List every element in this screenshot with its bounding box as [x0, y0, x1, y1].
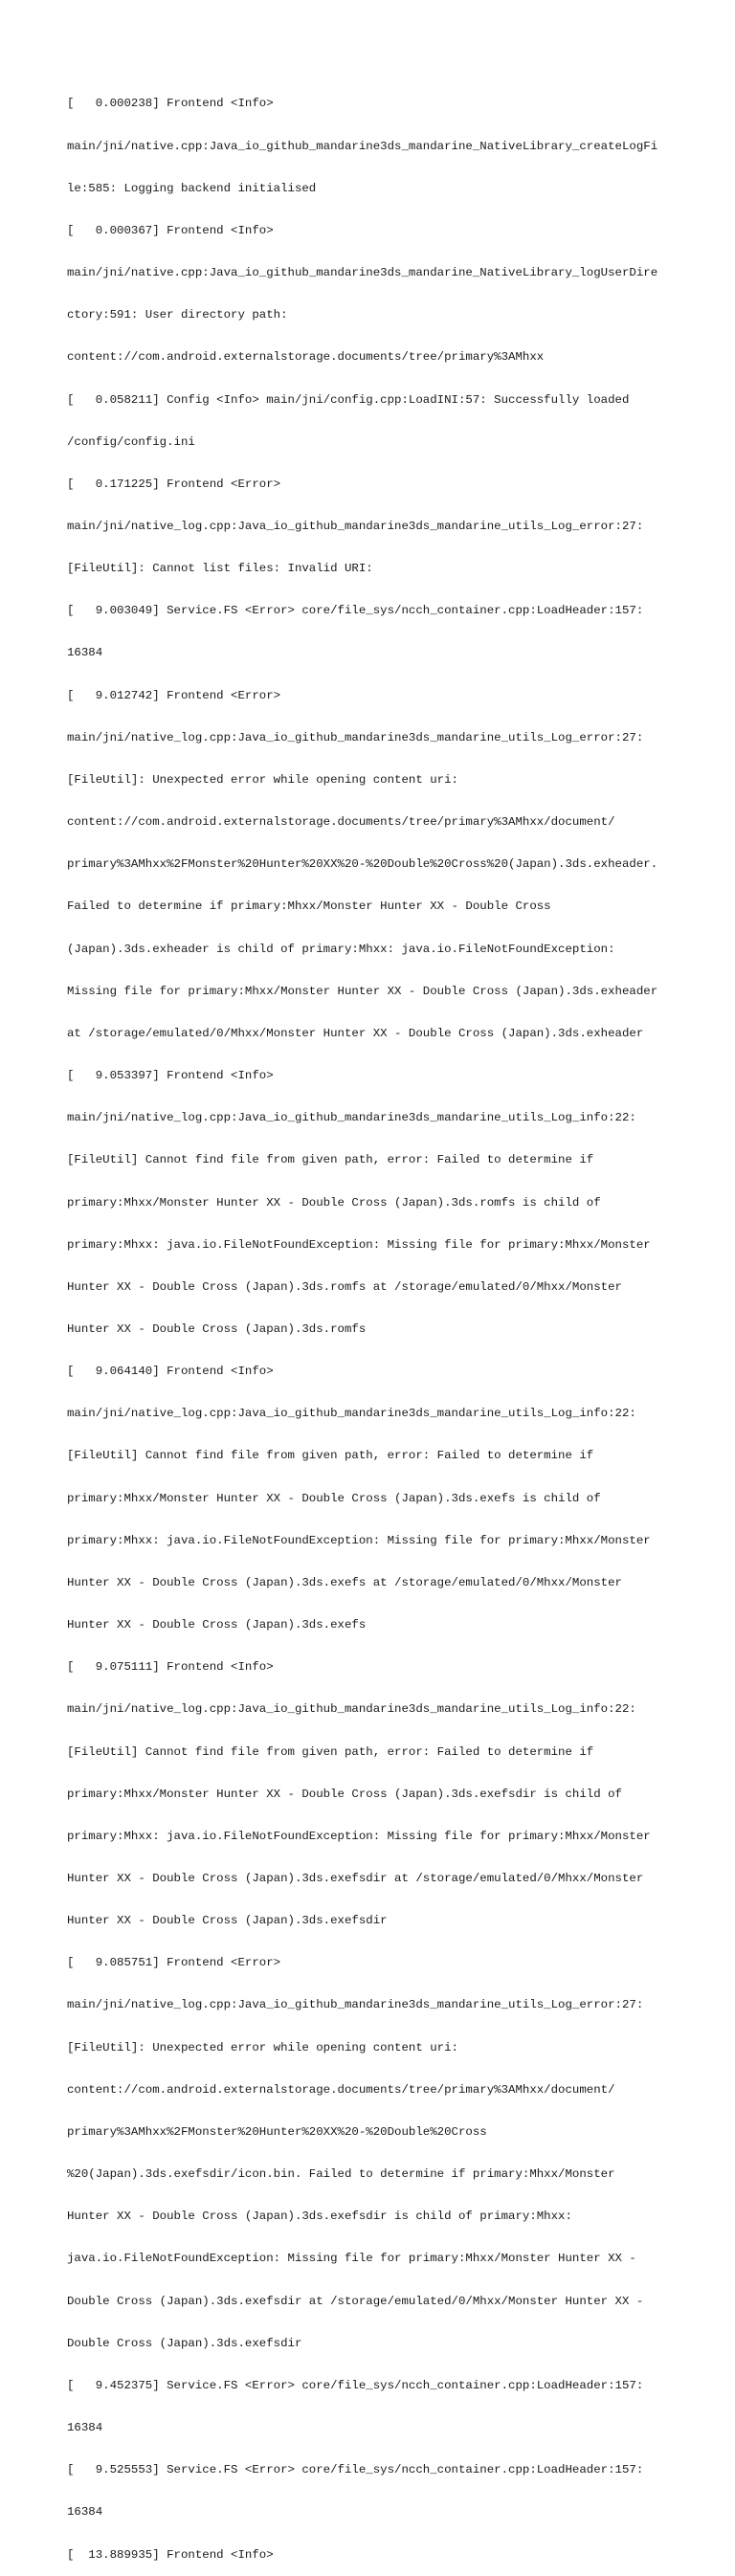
- log-line: primary:Mhxx: java.io.FileNotFoundException: Missing file for primary:Mhxx/Monster: [67, 1237, 651, 1252]
- log-line: java.io.FileNotFoundException: Missing file for primary:Mhxx/Monster Hunter XX -: [67, 2252, 636, 2266]
- log-line: primary%3AMhxx%2FMonster%20Hunter%20XX%20-%20Double%20Cross: [67, 2124, 487, 2139]
- log-line: [ 9.064140] Frontend <Info>: [67, 1365, 274, 1379]
- log-line: [FileUtil] Cannot find file from given path, error: Failed to determine if: [67, 1449, 594, 1463]
- log-output: [67, 69, 679, 2576]
- log-line: primary:Mhxx: java.io.FileNotFoundException: Missing file for primary:Mhxx/Monster: [67, 1533, 651, 1547]
- log-line: main/jni/native_log.cpp:Java_io_github_mandarine3ds_mandarine_utils_Log_info:22:: [67, 1111, 636, 1125]
- log-line: [FileUtil] Cannot find file from given path, error: Failed to determine if: [67, 1153, 594, 1167]
- log-line: [ 9.452375] Service.FS <Error> core/file_sys/ncch_container.cpp:LoadHeader:157:: [67, 2378, 644, 2392]
- log-line: %20(Japan).3ds.exefsdir/icon.bin. Failed to determine if primary:Mhxx/Monster: [67, 2167, 615, 2182]
- log-line: [ 9.525553] Service.FS <Error> core/file_sys/ncch_container.cpp:LoadHeader:157:: [67, 2463, 644, 2477]
- log-line: 16384: [67, 2421, 103, 2435]
- log-line: content://com.android.externalstorage.documents/tree/primary%3AMhxx/document/: [67, 815, 615, 830]
- log-line: [ 9.003049] Service.FS <Error> core/file_sys/ncch_container.cpp:LoadHeader:157:: [67, 604, 644, 618]
- log-line: [ 9.085751] Frontend <Error>: [67, 1956, 281, 1970]
- log-line: Hunter XX - Double Cross (Japan).3ds.exefsdir at /storage/emulated/0/Mhxx/Monster: [67, 1872, 644, 1885]
- log-line: main/jni/native_log.cpp:Java_io_github_mandarine3ds_mandarine_utils_Log_error:27:: [67, 730, 644, 744]
- log-line: 16384: [67, 2505, 103, 2520]
- log-line: main/jni/native_log.cpp:Java_io_github_mandarine3ds_mandarine_utils_Log_info:22:: [67, 1702, 636, 1717]
- log-line: ctory:591: User directory path:: [67, 308, 288, 322]
- log-line: [FileUtil]: Unexpected error while opening content uri:: [67, 772, 458, 787]
- log-line: [ 9.075111] Frontend <Info>: [67, 1660, 274, 1675]
- log-line: [FileUtil]: Unexpected error while opening content uri:: [67, 2040, 458, 2054]
- log-line: [ 0.000367] Frontend <Info>: [67, 223, 274, 237]
- log-line: primary:Mhxx/Monster Hunter XX - Double Cross (Japan).3ds.exefs is child of: [67, 1491, 601, 1505]
- log-line: /config/config.ini: [67, 434, 195, 449]
- log-line: at /storage/emulated/0/Mhxx/Monster Hunter XX - Double Cross (Japan).3ds.exheader: [67, 1026, 644, 1040]
- log-line: main/jni/native.cpp:Java_io_github_mandarine3ds_mandarine_NativeLibrary_createLogFi: [67, 139, 658, 153]
- log-line: [ 9.053397] Frontend <Info>: [67, 1069, 274, 1083]
- log-line: primary%3AMhxx%2FMonster%20Hunter%20XX%20-%20Double%20Cross%20(Japan).3ds.exheader.: [67, 857, 658, 872]
- log-line: [ 13.889935] Frontend <Info>: [67, 2547, 274, 2562]
- log-line: Hunter XX - Double Cross (Japan).3ds.exefsdir is child of primary:Mhxx:: [67, 2210, 572, 2224]
- log-line: [FileUtil] Cannot find file from given path, error: Failed to determine if: [67, 1744, 594, 1759]
- log-line: primary:Mhxx/Monster Hunter XX - Double Cross (Japan).3ds.romfs is child of: [67, 1195, 601, 1210]
- log-line: Hunter XX - Double Cross (Japan).3ds.exefs: [67, 1618, 367, 1632]
- log-line: primary:Mhxx/Monster Hunter XX - Double Cross (Japan).3ds.exefsdir is child of: [67, 1787, 622, 1801]
- log-line: Missing file for primary:Mhxx/Monster Hunter XX - Double Cross (Japan).3ds.exheader: [67, 984, 658, 998]
- log-line: Hunter XX - Double Cross (Japan).3ds.exefs at /storage/emulated/0/Mhxx/Monster: [67, 1575, 622, 1589]
- log-line: [ 0.000238] Frontend <Info>: [67, 97, 274, 111]
- log-line: Hunter XX - Double Cross (Japan).3ds.romfs: [67, 1321, 367, 1336]
- log-line: (Japan).3ds.exheader is child of primary:Mhxx: java.io.FileNotFoundException:: [67, 942, 615, 956]
- log-line: main/jni/native_log.cpp:Java_io_github_mandarine3ds_mandarine_utils_Log_error:27:: [67, 1998, 644, 2012]
- log-line: content://com.android.externalstorage.documents/tree/primary%3AMhxx: [67, 350, 545, 365]
- log-line: main/jni/native_log.cpp:Java_io_github_mandarine3ds_mandarine_utils_Log_info:22:: [67, 1407, 636, 1421]
- log-line: primary:Mhxx: java.io.FileNotFoundException: Missing file for primary:Mhxx/Monster: [67, 1829, 651, 1843]
- log-line: [ 0.171225] Frontend <Error>: [67, 477, 281, 491]
- log-line: Failed to determine if primary:Mhxx/Monster Hunter XX - Double Cross: [67, 899, 551, 914]
- log-line: [FileUtil]: Cannot list files: Invalid URI:: [67, 562, 373, 576]
- log-line: le:585: Logging backend initialised: [67, 181, 317, 195]
- log-line: Double Cross (Japan).3ds.exefsdir at /storage/emulated/0/Mhxx/Monster Hunter XX -: [67, 2294, 644, 2308]
- log-line: 16384: [67, 646, 103, 660]
- log-line: Double Cross (Japan).3ds.exefsdir: [67, 2336, 302, 2350]
- log-line: [ 9.012742] Frontend <Error>: [67, 688, 281, 702]
- log-line: main/jni/native_log.cpp:Java_io_github_mandarine3ds_mandarine_utils_Log_error:27:: [67, 520, 644, 533]
- log-line: Hunter XX - Double Cross (Japan).3ds.exefsdir: [67, 1914, 388, 1928]
- log-line: [ 0.058211] Config <Info> main/jni/config.cpp:LoadINI:57: Successfully loaded: [67, 392, 630, 407]
- log-line: Hunter XX - Double Cross (Japan).3ds.romfs at /storage/emulated/0/Mhxx/Monster: [67, 1279, 622, 1294]
- log-line: main/jni/native.cpp:Java_io_github_mandarine3ds_mandarine_NativeLibrary_logUserDire: [67, 266, 658, 280]
- log-line: content://com.android.externalstorage.documents/tree/primary%3AMhxx/document/: [67, 2082, 615, 2097]
